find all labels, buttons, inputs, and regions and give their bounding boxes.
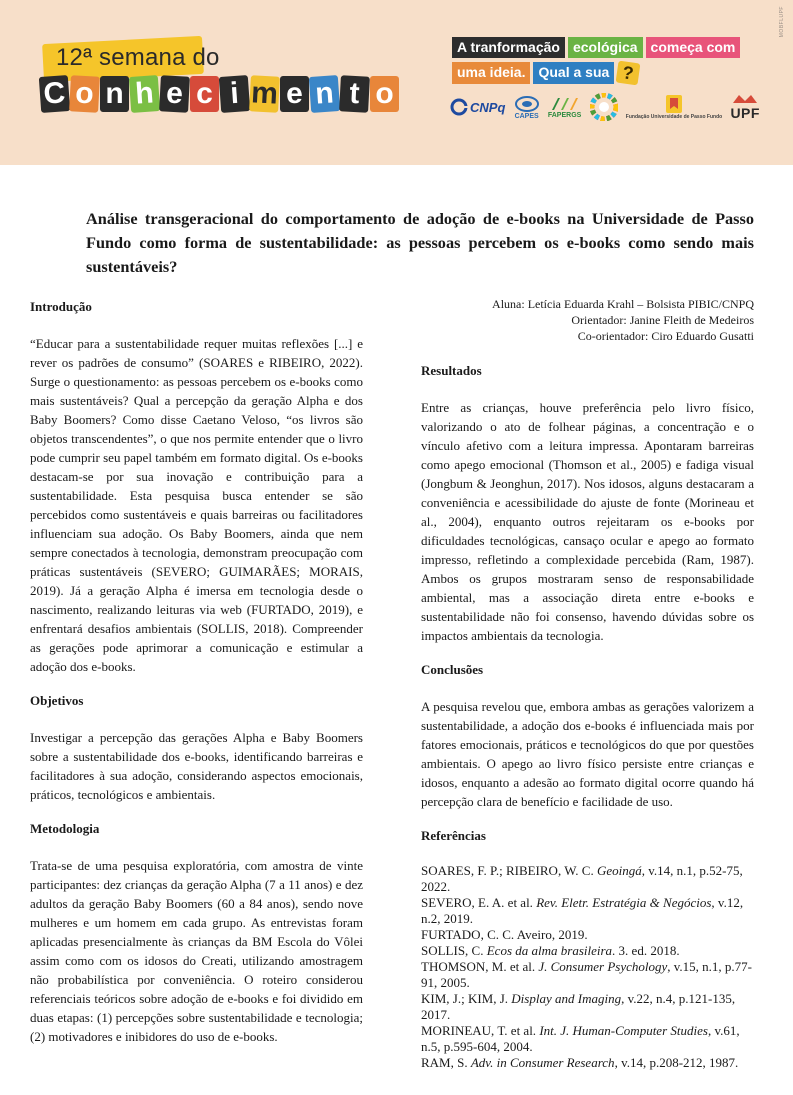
slogan-part: começa com [646,37,741,58]
fapergs-logo [548,96,581,119]
reference-text: FURTADO, C. C. Aveiro, 2019. [421,927,588,942]
side-code: MOBFLUPF [779,6,785,38]
unit-icon [665,94,683,114]
reference-details: , v.12, n.2, 2019. [421,895,744,926]
event-letter: i [219,75,250,113]
results-heading: Resultados [421,363,482,378]
references-heading: Referências [421,828,486,843]
sponsor-logos [450,90,760,124]
fapergs-icon [550,96,580,112]
slogan [452,37,757,88]
reference-item [421,895,754,927]
event-title: 12ª semana do [56,44,220,71]
reference-source: Adv. in Consumer Research [470,1055,615,1070]
author-list [421,296,754,344]
capes-icon [514,95,540,113]
author-advisor: Orientador: Janine Fleith de Medeiros [571,313,754,327]
event-letter: C [39,75,70,113]
author-coadvisor: Co-orientador: Ciro Eduardo Gusatti [577,329,754,343]
objectives-section [30,691,363,804]
sdg-wheel-logo [590,93,618,121]
conclusions-section [421,660,754,811]
event-letter: n [100,76,129,112]
reference-item [421,991,754,1023]
event-letter: e [280,76,309,112]
upf-label: UPF [730,105,760,121]
references-section [421,826,754,1071]
right-column [421,296,754,1086]
reference-details: , v.14, p.208-212, 1987. [614,1055,739,1070]
methodology-text: Trata-se de uma pesquisa exploratória, com amostra de vinte participantes: dez crianças da geração Alpha (7 a 11 anos) e dez adultos da geração Baby Boomers (60 a 84 anos), sendo nove mulheres e um homem em cada grupo. As entrevistas foram aplicadas presencialmente às crianças da BM Escola do Vôlei assim como com os idosos do Creati, utilizando amostragem não probabilística por conveniência. O roteiro considerou referenciais teóricos sobre adoção de e-books e foi dividido em duas etapas: (1) percepções sobre sustentabilidade e tecnologia; (2) motivadores e inibidores do uso de e-books. [30,858,363,1044]
introduction-text: “Educar para a sustentabilidade requer muitas reflexões [...] e rever os padrões de consumo” (SOARES e RIBEIRO, 2022). Surge o questionamento: as pessoas percebem os e-books como mais sustentáveis? Qual a percepção da geração Alpha e dos Baby Boomers? Como disse Caetano Veloso, “os livros são objetos transcendentes”, o que nos permite entender que o livro pode cumprir seu papel também em formato digital. Os e-books destacam-se por sua inovação e contribuição para a sustentabilidade. Esta pesquisa busca entender se são percebidos como sustentáveis e quais barreiras ou facilitadores influenciam sua adoção. Os Baby Boomers, ainda que nem sempre conectados à tecnologia, demonstram preocupação com práticas sustentáveis (SEVERO; GUIMARÃES; MORAIS, 2019). Já a geração Alpha é imersa em tecnologia desde o nascimento, realizando leituras via web (FURTADO, 2019), e enfrentará desafios ambientais (SOLLIS, 2018). Compreender as gerações pode aprimorar a comunicação e estimular a adoção dos e-books. [30,336,363,674]
reference-item [421,927,754,943]
event-letter: c [190,76,219,112]
reference-item [421,959,754,991]
objectives-heading: Objetivos [30,693,84,708]
objectives-text: Investigar a percepção das gerações Alpha e Baby Boomers sobre a sustentabilidade dos e-books, identificando barreiras e facilitadores à sua adoção, considerando aspectos emocionais, práticos, tecnológicos e ambientais. [30,730,363,802]
reference-text: SOARES, F. P.; RIBEIRO, W. C. [421,863,597,878]
unit-label: Fundação Universidade de Passo Fundo [625,114,723,120]
reference-item [421,1055,754,1071]
reference-source: J. Consumer Psychology [538,959,668,974]
reference-details: . 3. ed. 2018. [612,943,680,958]
reference-details: , v.61, n.5, p.595-604, 2004. [421,1023,740,1054]
upf-logo [730,93,760,121]
slogan-part: Qual a sua [533,62,614,84]
slogan-part: uma ideia. [452,62,530,84]
capes-label: CAPES [514,112,539,120]
paper-title: Análise transgeracional do comportamento de adoção de e-books na Universidade de Passo Fundo como forma de sustentabilidade: as pessoas percebem os e-books como sendo mais sustentáveis? [86,209,754,276]
capes-logo [514,95,540,120]
reference-details: , v.14, n.1, p.52-75, 2022. [421,863,743,894]
event-letter: o [69,75,100,112]
event-banner [0,0,793,165]
reference-source: Rev. Eletr. Estratégia & Negócios [536,895,712,910]
reference-details: , v.15, n.1, p.77-91, 2005. [421,959,752,990]
unit-logo [626,94,722,120]
reference-text: SEVERO, E. A. et al. [421,895,537,910]
introduction-section [30,297,363,676]
methodology-heading: Metodologia [30,821,100,836]
reference-text: SOLLIS, C. [421,943,487,958]
slogan-part: ecológica [568,37,643,58]
author-student: Aluna: Letícia Eduarda Krahl – Bolsista PIBIC/CNPQ [492,297,754,311]
sdg-wheel-icon [590,93,618,121]
reference-source: Geoingá [596,863,642,878]
reference-item [421,863,754,895]
reference-item [421,943,754,959]
reference-text: THOMSON, M. et al. [421,959,539,974]
conclusions-text: A pesquisa revelou que, embora ambas as gerações valorizem a sustentabilidade, a adoção dos e-books é influenciada mais por fatores emocionais, práticos e tecnológicos do que por questões ambientais. O apego ao livro físico persiste entre crianças e idosos, enquanto a adesão ao formato digital ocorre quando há percepção clara de benefício e facilidade de uso. [421,699,754,809]
reference-source: Ecos da alma brasileira [486,943,613,958]
question-mark: ? [616,61,641,86]
cnpq-icon [450,98,468,116]
cnpq-label: CNPq [470,99,506,115]
cnpq-logo [450,98,505,116]
results-section [421,361,754,645]
left-column [30,297,363,1061]
reference-source: Int. J. Human-Computer Studies [539,1023,708,1038]
upf-icon [731,93,759,105]
reference-source: Display and Imaging [511,991,622,1006]
reference-text: RAM, S. [421,1055,471,1070]
reference-list [421,863,754,1071]
introduction-heading: Introdução [30,299,92,314]
slogan-part: A tranformação [452,37,565,58]
reference-item [421,1023,754,1055]
reference-details: , v.22, n.4, p.121-135, 2017. [421,991,736,1022]
conclusions-heading: Conclusões [421,662,484,677]
methodology-section [30,819,363,1046]
event-letter: t [339,75,370,112]
event-letter: h [129,75,160,113]
reference-text: KIM, J.; KIM, J. [421,991,512,1006]
fapergs-label: FAPERGS [547,111,582,119]
reference-text: MORINEAU, T. et al. [421,1023,540,1038]
event-letter: m [249,75,280,112]
event-logo-word [40,76,399,112]
event-letter: e [159,75,190,112]
results-text: Entre as crianças, houve preferência pelo livro físico, valorizando o ato de folhear páginas, a concentração e o vínculo afetivo com a leitura impressa. Apontaram barreiras como apego emocional (Thomson et al., 2005) e fadiga visual (Jongbum & Jeonghun, 2017). Nos idosos, alguns destacaram a conveniência e acessibilidade do ajuste de fonte (Morineau et al., 2004), enquanto outros rejeitaram os e-books por dificuldades tecnológicas, cansaço ocular e apego ao formato impresso, refletindo a complexidade percebida (Ram, 1987). Ambos os grupos mostraram senso de responsabilidade ambiental, mas a associação direta entre e-books e sustentabilidade não foi consenso, havendo dúvidas sobre os impactos ambientais da tecnologia. [421,400,754,643]
event-letter: n [309,75,340,113]
event-letter: o [370,76,399,112]
